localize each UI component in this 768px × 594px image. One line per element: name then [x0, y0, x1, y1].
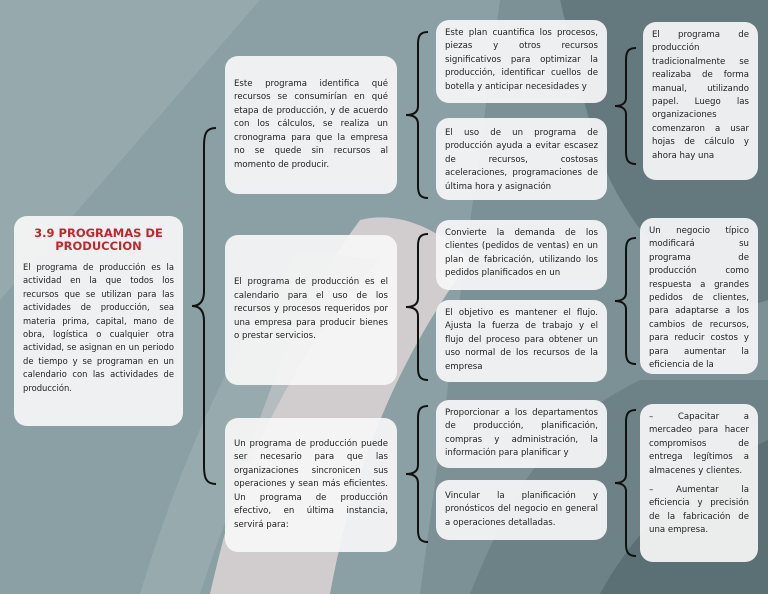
brace-level1-1 [402, 30, 432, 200]
brace-level2-1 [612, 46, 640, 166]
root-text: El programa de producción es la actividad en la que todos los recursos que se utilizan para las actividades de producción, sea materia prima, capital, mano de obra, logística o cualquier otra actividad, se asignan en un periodo de tiempo y se programan en un calendario con las actividades de producción. [23, 262, 174, 393]
level2-node-4 [436, 300, 607, 382]
root-title: 3.9 PROGRAMAS DE PRODUCCION [34, 226, 163, 253]
level2-node-3 [436, 220, 607, 290]
level1-node-3 [225, 418, 397, 552]
level3-node-1 [643, 22, 758, 180]
level2-text-1: Este plan cuantifica los procesos, piezas y otros recursos significativos para optimizar la producción, identificar cuellos de botella y anticipar necesidades y [445, 28, 598, 92]
level2-text-3: Convierte la demanda de los clientes (pedidos de ventas) en un plan de fabricación, utilizando los pedidos planificados en un [445, 228, 598, 279]
brace-level2-2 [612, 236, 640, 366]
level3-text-1: El programa de producción tradicionalmente se realizaba de forma manual, utilizando papel. Luego las organizaciones comenzaron a usar hojas de cálculo y ahora hay una [652, 30, 749, 161]
level3-node-2 [640, 218, 758, 374]
level2-node-5 [436, 400, 607, 468]
level1-text-3: Un programa de producción puede ser necesario para que las organizaciones sincronicen sus operaciones y sean más eficientes. Un programa de producción efectivo, en última instancia, servirá para: [234, 439, 388, 530]
root-node [14, 216, 183, 426]
level2-text-2: El uso de un programa de producción ayuda a evitar escasez de recursos, costosas aceleraciones, programaciones de última hora y asignación [445, 128, 598, 192]
level3-text-2: Un negocio típico modificará su programa de producción como respuesta a grandes pedidos de clientes, para adaptarse a los cambios de recursos, para reducir costos y para aumentar la eficiencia de la [649, 226, 749, 371]
brace-level1-3 [402, 404, 432, 544]
level2-text-4: El objetivo es mantener el flujo. Ajusta la fuerza de trabajo y el flujo del proceso para obtener un uso normal de los recursos de la empresa [445, 308, 598, 372]
level1-text-2: El programa de producción es el calendario para el uso de los recursos y procesos requeridos por una empresa para producir bienes o prestar servicios. [234, 277, 388, 342]
level2-text-6: Vincular la planificación y pronósticos del negocio en general a operaciones detalladas. [445, 490, 598, 528]
level3-text-3a: – Capacitar a mercadeo para hacer compromisos de entrega legítimos a almacenes y clientes. [649, 412, 749, 476]
brace-level2-3 [612, 408, 640, 558]
level2-node-2 [436, 118, 607, 200]
brace-root [190, 126, 220, 486]
level2-node-1 [436, 20, 607, 103]
level1-node-1 [225, 56, 397, 194]
brace-level1-2 [402, 232, 432, 382]
level2-text-5: Proporcionar a los departamentos de producción, planificación, compras y administración, la información para planificar y [445, 408, 598, 459]
level3-node-3 [640, 404, 758, 562]
level2-node-6 [436, 480, 607, 540]
level1-text-1: Este programa identifica qué recursos se consumirían en qué etapa de producción, y de acuerdo con los cálculos, se realiza un cronograma para que la empresa no se quede sin recursos al momento de producir. [234, 79, 388, 170]
level1-node-2 [225, 235, 397, 385]
level3-text-3b: – Aumentar la eficiencia y precisión de la fabricación de una empresa. [649, 485, 749, 536]
